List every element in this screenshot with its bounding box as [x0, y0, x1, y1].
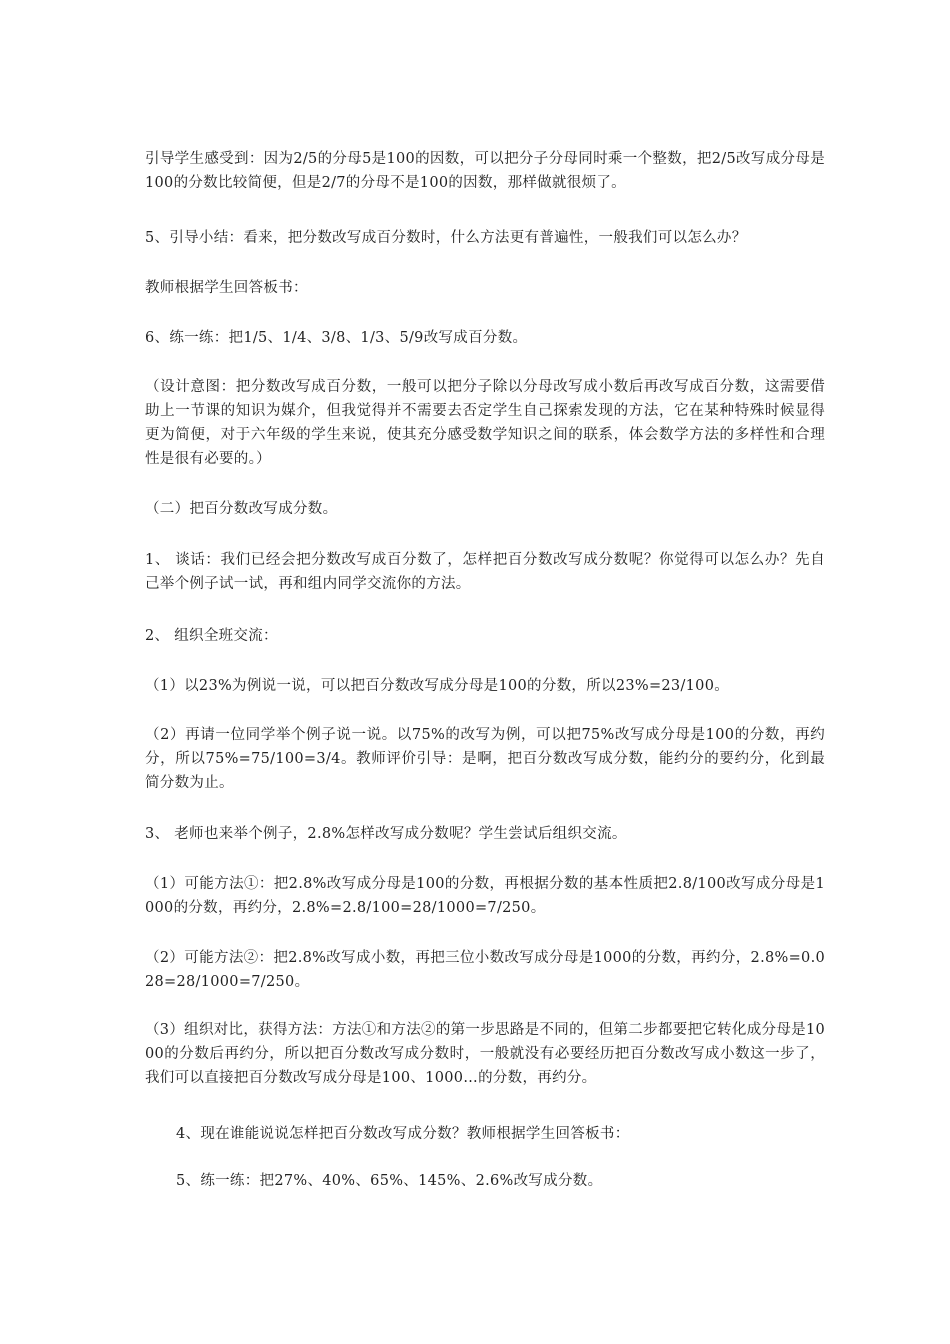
paragraph-practice-2: 5、练一练：把27%、40%、65%、145%、2.6%改写成分数。: [176, 1173, 603, 1189]
paragraph-method-2: （2）可能方法②：把2.8%改写成小数，再把三位小数改写成分母是1000的分数，再约分，2.8%=0.028=28/1000=7/250。: [145, 950, 825, 990]
paragraph-design-intent: （设计意图：把分数改写成百分数，一般可以把分子除以分母改写成小数后再改写成百分数，这需要借助上一节课的知识为媒介，但我觉得并不需要去否定学生自己探索发现的方法，它在某种特殊时候显得更为简便，对于六年级的学生来说，使其充分感受数学知识之间的联系，体会数学方法的多样性和合理性是很有必要的。）: [145, 379, 825, 467]
paragraph-summary-guide: 5、引导小结：看来，把分数改写成百分数时，什么方法更有普遍性，一般我们可以怎么办？: [145, 230, 747, 246]
paragraph-teacher-example: 3、 老师也来举个例子，2.8%怎样改写成分数呢？学生尝试后组织交流。: [145, 826, 627, 842]
paragraph-board-note: 教师根据学生回答板书：: [145, 280, 308, 296]
paragraph-class-exchange: 2、 组织全班交流：: [145, 628, 278, 644]
paragraph-practice-1: 6、练一练：把1/5、1/4、3/8、1/3、5/9改写成百分数。: [145, 330, 528, 346]
paragraph-ask-method: 4、现在谁能说说怎样把百分数改写成分数？教师根据学生回答板书：: [176, 1126, 630, 1142]
paragraph-intro-feeling: 引导学生感受到：因为2/5的分母5是100的因数，可以把分子分母同时乘一个整数，把2/5改写成分母是100的分数比较简便，但是2/7的分母不是100的因数，那样做就很烦了。: [145, 151, 825, 191]
paragraph-example-75: （2）再请一位同学举个例子说一说。以75%的改写为例，可以把75%改写成分母是100的分数，再约分，所以75%=75/100=3/4。教师评价引导：是啊，把百分数改写成分数，能约分的要约分，化到最简分数为止。: [145, 727, 825, 791]
paragraph-method-1: （1）可能方法①：把2.8%改写成分母是100的分数，再根据分数的基本性质把2.8/100改写成分母是1000的分数，再约分，2.8%=2.8/100=28/1000=7/250。: [145, 876, 825, 916]
paragraph-talk: 1、 谈话：我们已经会把分数改写成百分数了，怎样把百分数改写成分数呢？你觉得可以怎么办？先自己举个例子试一试，再和组内同学交流你的方法。: [145, 552, 825, 592]
paragraph-example-23: （1）以23%为例说一说，可以把百分数改写成分母是100的分数，所以23%=23/100。: [145, 678, 730, 694]
section-heading-2: （二）把百分数改写成分数。: [145, 501, 338, 517]
paragraph-comparison: （3）组织对比，获得方法：方法①和方法②的第一步思路是不同的，但第二步都要把它转化成分母是1000的分数后再约分，所以把百分数改写成分数时，一般就没有必要经历把百分数改写成小数这一步了，我们可以直接把百分数改写成分母是100、1000…的分数，再约分。: [145, 1022, 825, 1086]
